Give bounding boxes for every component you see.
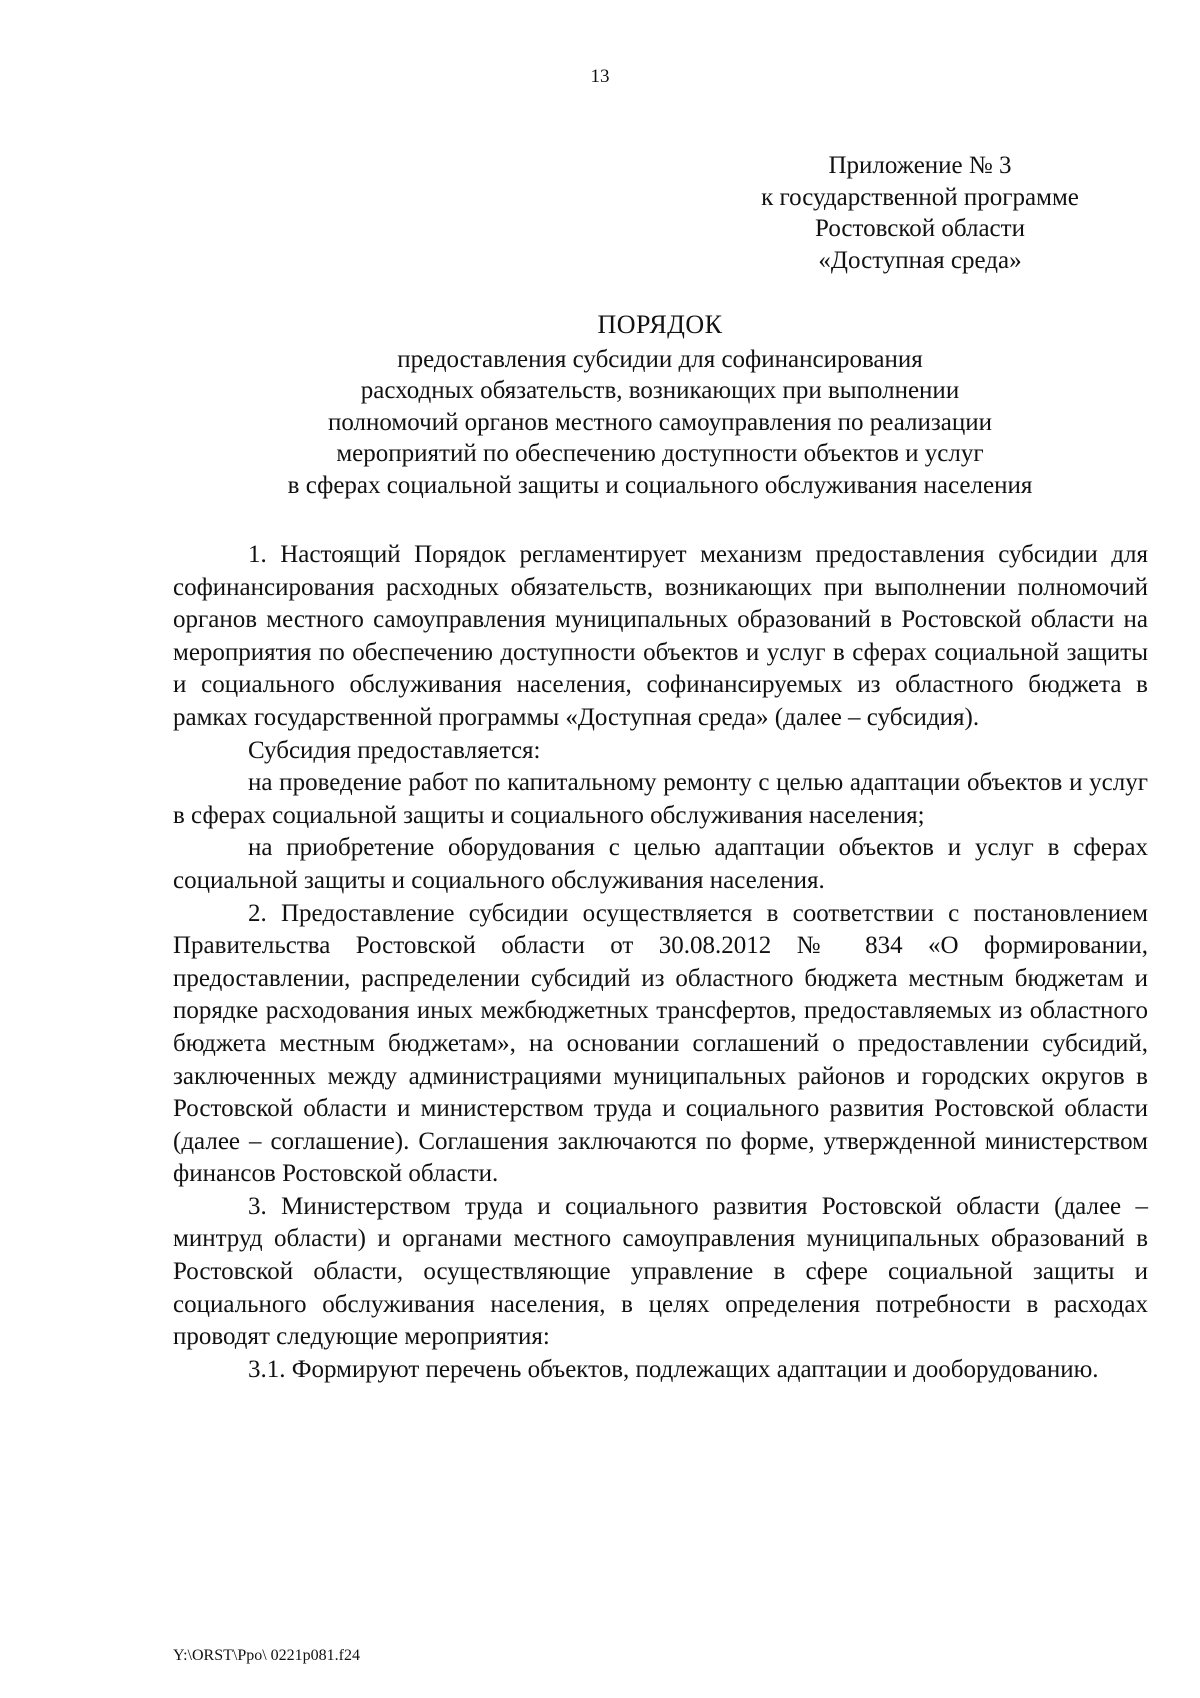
appendix-line-number: Приложение № 3 xyxy=(828,152,1012,179)
paragraph-1: 1. Настоящий Порядок регламентирует механизм предоставления субсидии для софинансирования расходных обязательств, возникающих при выполнении полномочий органов местного самоуправления муниципальных образований в Ростовской области на мероприятия по обеспечению доступности объектов и услуг в сферах социальной защиты и социального обслуживания населения, софинансируемых из областного бюджета в рамках государственной программы «Доступная среда» (далее – субсидия). xyxy=(173,541,1148,731)
paragraph-subsidy-repair: на проведение работ по капитальному ремонту с целью адаптации объектов и услуг в сферах социальной защиты и социального обслуживания населения; xyxy=(173,769,1148,829)
document-title-block xyxy=(140,309,1180,501)
document-subtitle-line: предоставления субсидии для софинансирования xyxy=(397,345,923,373)
paragraph-3: 3. Министерством труда и социального развития Ростовской области (далее – минтруд области) и органами местного самоуправления муниципальных образований в Ростовской области, осуществляющие управление в сфере социальной защиты и социального обслуживания населения, в целях определения потребности в расходах проводят следующие мероприятия: xyxy=(173,1192,1148,1351)
page-number: 13 xyxy=(590,66,610,87)
paragraph-subsidy-intro: Субсидия предоставляется: xyxy=(248,736,541,764)
document-subtitle-line: в сферах социальной защиты и социального обслуживания населения xyxy=(287,471,1033,499)
paragraph-2: 2. Предоставление субсидии осуществляется в соответствии с постановлением Правительства Ростовской области от 30.08.2012 № 834 «О формировании, предоставлении, распределении субсидий из областного бюджета местным бюджетам и порядке расходования иных межбюджетных трансфертов, предоставляемых из областного бюджета местным бюджетам», на основании соглашений о предоставлении субсидий, заключенных между администрациями муниципальных районов и городских округов в Ростовской области и министерством труда и социального развития Ростовской области (далее – соглашение). Соглашения заключаются по форме, утвержденной министерством финансов Ростовской области. xyxy=(173,899,1148,1188)
document-body xyxy=(173,539,1148,1386)
appendix-line-program: к государственной программе xyxy=(761,183,1079,211)
document-subtitle-line: полномочий органов местного самоуправления по реализации xyxy=(328,408,992,436)
document-subtitle-line: мероприятий по обеспечению доступности объектов и услуг xyxy=(336,440,984,467)
document-subtitle-line: расходных обязательств, возникающих при выполнении xyxy=(360,377,960,404)
appendix-line-program-name: «Доступная среда» xyxy=(818,246,1022,274)
appendix-line-region: Ростовской области xyxy=(815,215,1025,242)
footer-file-path: Y:\ORST\Ppo\ 0221p081.f24 xyxy=(173,1647,360,1664)
paragraph-subsidy-equipment: на приобретение оборудования с целью адаптации объектов и услуг в сферах социальной защиты и социального обслуживания населения. xyxy=(173,834,1148,894)
paragraph-3-1: 3.1. Формируют перечень объектов, подлежащих адаптации и дооборудованию. xyxy=(248,1355,1099,1383)
appendix-header xyxy=(690,150,1150,276)
document-title: ПОРЯДОК xyxy=(597,310,723,339)
